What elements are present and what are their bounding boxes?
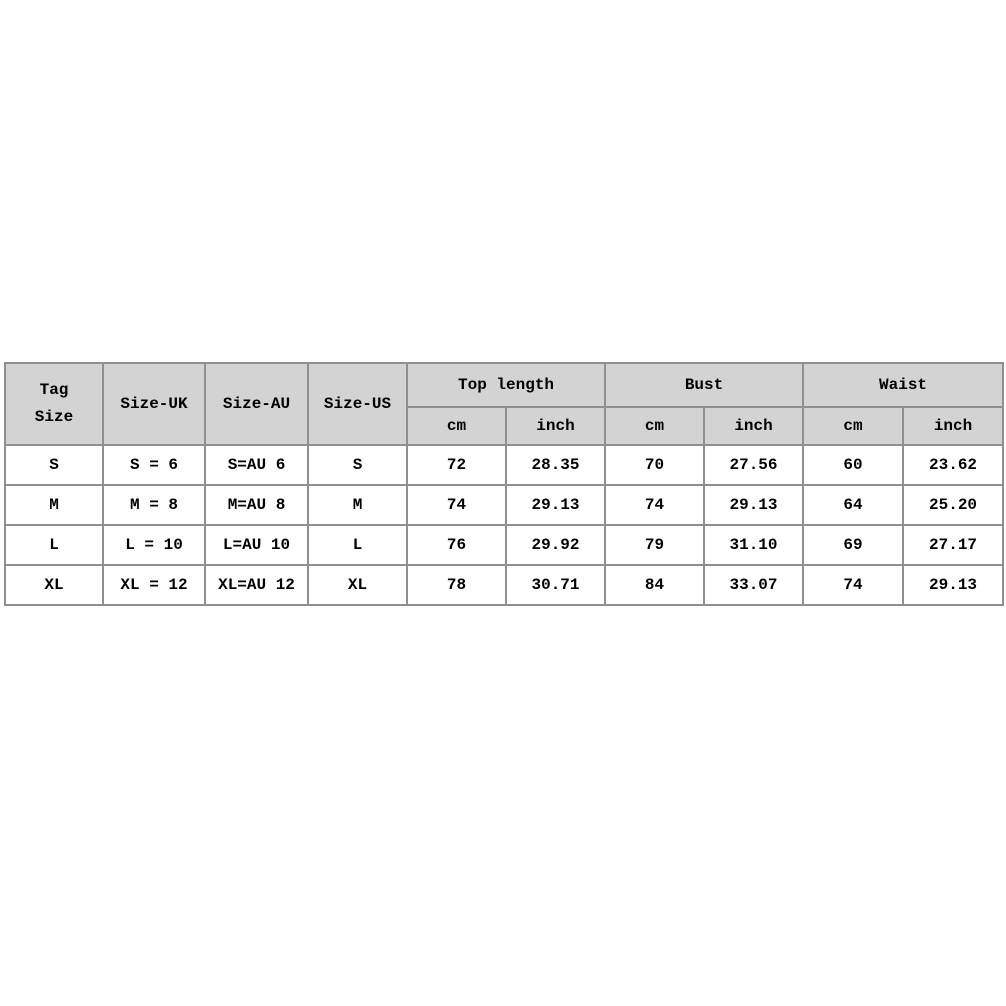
cell-top-length-cm: 74 xyxy=(407,485,506,525)
cell-size-uk: XL = 12 xyxy=(103,565,205,605)
size-chart-table xyxy=(4,362,1004,606)
header-group-top-length: Top length xyxy=(407,363,605,407)
header-waist-cm: cm xyxy=(803,407,903,445)
cell-size-us: M xyxy=(308,485,407,525)
header-waist-inch: inch xyxy=(903,407,1003,445)
cell-waist-inch: 23.62 xyxy=(903,445,1003,485)
cell-size-au: L=AU 10 xyxy=(205,525,308,565)
cell-top-length-cm: 76 xyxy=(407,525,506,565)
header-top-length-cm: cm xyxy=(407,407,506,445)
cell-size-us: S xyxy=(308,445,407,485)
cell-top-length-inch: 29.92 xyxy=(506,525,605,565)
cell-waist-cm: 69 xyxy=(803,525,903,565)
cell-waist-cm: 60 xyxy=(803,445,903,485)
table-row-xl xyxy=(5,565,1003,605)
cell-bust-cm: 74 xyxy=(605,485,704,525)
header-group-bust: Bust xyxy=(605,363,803,407)
header-group-row xyxy=(5,363,1003,407)
cell-tag: M xyxy=(5,485,103,525)
cell-size-au: M=AU 8 xyxy=(205,485,308,525)
cell-size-us: XL xyxy=(308,565,407,605)
cell-bust-cm: 70 xyxy=(605,445,704,485)
header-size-us: Size-US xyxy=(308,363,407,445)
cell-size-au: S=AU 6 xyxy=(205,445,308,485)
cell-waist-cm: 74 xyxy=(803,565,903,605)
header-size-uk: Size-UK xyxy=(103,363,205,445)
cell-size-uk: M = 8 xyxy=(103,485,205,525)
cell-top-length-inch: 29.13 xyxy=(506,485,605,525)
cell-bust-inch: 33.07 xyxy=(704,565,803,605)
cell-tag: XL xyxy=(5,565,103,605)
cell-bust-inch: 27.56 xyxy=(704,445,803,485)
cell-waist-inch: 27.17 xyxy=(903,525,1003,565)
cell-top-length-cm: 72 xyxy=(407,445,506,485)
header-group-waist: Waist xyxy=(803,363,1003,407)
header-tag-size-line1: Tag xyxy=(39,381,69,399)
header-tag-size xyxy=(5,363,103,445)
cell-top-length-inch: 28.35 xyxy=(506,445,605,485)
table-row-m xyxy=(5,485,1003,525)
cell-waist-inch: 29.13 xyxy=(903,565,1003,605)
cell-bust-cm: 84 xyxy=(605,565,704,605)
cell-top-length-cm: 78 xyxy=(407,565,506,605)
cell-tag: S xyxy=(5,445,103,485)
table-row-l xyxy=(5,525,1003,565)
cell-size-uk: L = 10 xyxy=(103,525,205,565)
header-bust-inch: inch xyxy=(704,407,803,445)
table-row-s xyxy=(5,445,1003,485)
cell-size-us: L xyxy=(308,525,407,565)
cell-top-length-inch: 30.71 xyxy=(506,565,605,605)
header-top-length-inch: inch xyxy=(506,407,605,445)
cell-bust-inch: 29.13 xyxy=(704,485,803,525)
header-tag-size-line2: Size xyxy=(34,408,74,426)
cell-size-uk: S = 6 xyxy=(103,445,205,485)
cell-waist-cm: 64 xyxy=(803,485,903,525)
cell-tag: L xyxy=(5,525,103,565)
cell-bust-inch: 31.10 xyxy=(704,525,803,565)
header-size-au: Size-AU xyxy=(205,363,308,445)
cell-bust-cm: 79 xyxy=(605,525,704,565)
cell-waist-inch: 25.20 xyxy=(903,485,1003,525)
cell-size-au: XL=AU 12 xyxy=(205,565,308,605)
header-bust-cm: cm xyxy=(605,407,704,445)
